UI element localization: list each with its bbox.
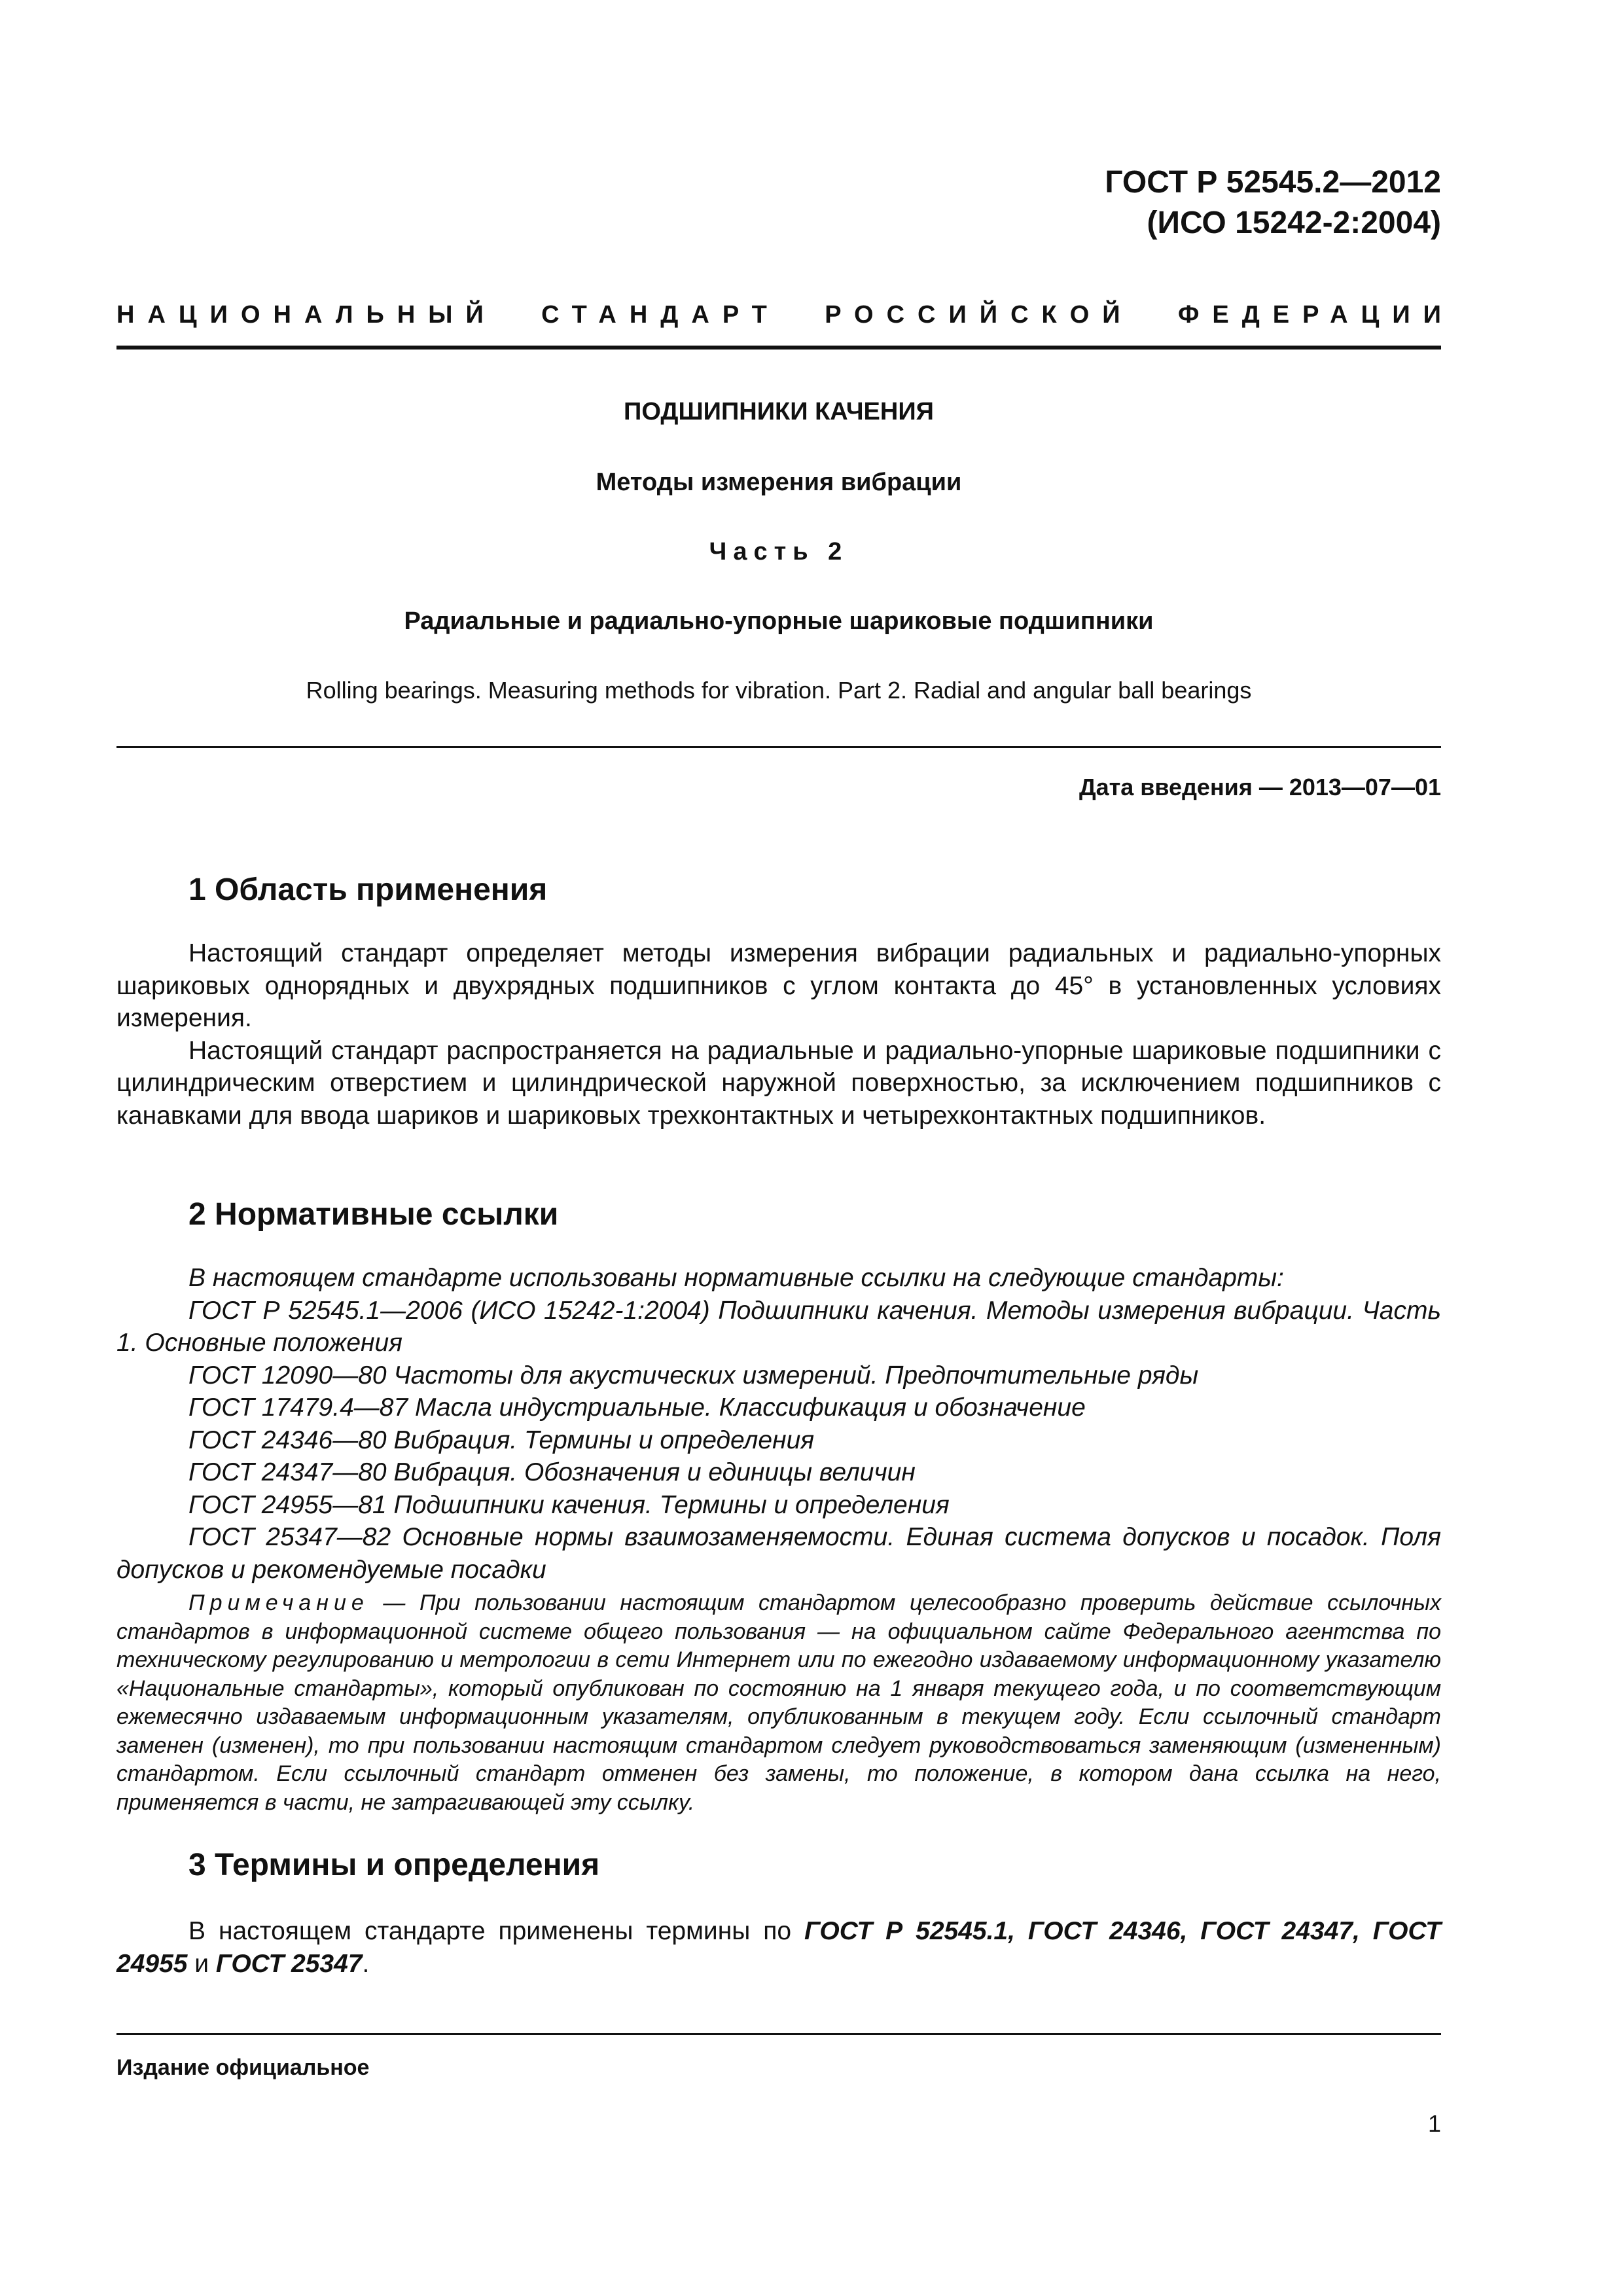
paragraph: Настоящий стандарт определяет методы измерения вибрации радиальных и радиально-упорных шариковых однорядных и двухрядных подшипников с углом контакта до 45° в установленных условиях измерения.: [116, 939, 1441, 1032]
terms-ref: ГОСТ 25347: [215, 1949, 363, 1978]
section-1-heading: 1 Область применения: [188, 872, 548, 907]
section-2-body: [116, 1262, 1441, 1586]
document-subtitle: Методы измерения вибрации: [596, 469, 962, 496]
paragraph: Настоящий стандарт распространяется на радиальные и радиально-упорные шариковые подшипники с цилиндрическим отверстием и цилиндрической наружной поверхностью, за исключением подшипников с канавками для ввода шариков и шариковых трехконтактных и четырехконтактных подшипников.: [116, 1036, 1441, 1130]
standard-code: [1105, 162, 1441, 243]
edition-label: Издание официальное: [116, 2055, 370, 2080]
part-label: Часть 2: [709, 538, 849, 565]
section-1-body: [116, 937, 1441, 1132]
title-divider: [116, 746, 1441, 748]
terms-end: .: [362, 1949, 370, 1978]
section-3-heading: 3 Термины и определения: [188, 1848, 600, 1882]
note-label: Примечание: [188, 1590, 369, 1615]
references-intro: В настоящем стандарте использованы нормативные ссылки на следующие стандарты:: [188, 1264, 1284, 1292]
document-title: ПОДШИПНИКИ КАЧЕНИЯ: [624, 398, 934, 425]
terms-ref: ГОСТ Р 52545.1, ГОСТ 24346, ГОСТ 24347, ГОСТ 24955: [116, 1917, 1441, 1978]
document-page: [116, 0, 1454, 2296]
header-divider: [116, 346, 1441, 350]
terms-and: и: [187, 1949, 216, 1978]
banner-word: РОССИЙСКОЙ: [825, 301, 1133, 329]
banner-word: НАЦИОНАЛЬНЫЙ: [116, 301, 497, 329]
terms-text: В настоящем стандарте применены термины по: [188, 1917, 804, 1945]
reference-item: ГОСТ 12090—80 Частоты для акустических измерений. Предпочтительные ряды: [188, 1361, 1199, 1390]
note-block: [116, 1589, 1441, 1817]
banner-word: ФЕДЕРАЦИИ: [1177, 301, 1454, 329]
section-3-body: [116, 1915, 1441, 1980]
standard-code-line1: ГОСТ Р 52545.2—2012: [1105, 165, 1441, 200]
reference-item: ГОСТ 24347—80 Вибрация. Обозначения и единицы величин: [188, 1458, 916, 1486]
page-number: 1: [1427, 2110, 1441, 2137]
reference-item: ГОСТ 24955—81 Подшипники качения. Термины и определения: [188, 1490, 950, 1519]
reference-item: ГОСТ 25347—82 Основные нормы взаимозаменяемости. Единая система допусков и посадок. Поля допусков и рекомендуемые посадки: [116, 1523, 1441, 1584]
introduction-date: Дата введения — 2013—07—01: [1079, 774, 1441, 800]
footer-divider: [116, 2033, 1441, 2035]
note-paragraph: [116, 1589, 1441, 1817]
paragraph: [116, 1915, 1441, 1980]
reference-item: ГОСТ 17479.4—87 Масла индустриальные. Классификация и обозначение: [188, 1393, 1086, 1422]
part-title: Радиальные и радиально-упорные шариковые подшипники: [404, 607, 1154, 635]
english-title: Rolling bearings. Measuring methods for vibration. Part 2. Radial and angular ball bearings: [306, 677, 1252, 704]
note-text: — При пользовании настоящим стандартом целесообразно проверить действие ссылочных стандартов в информационной системе общего пользования — на официальном сайте Федерального агентства по техническому регулированию и метрологии в сети Интернет или по ежегодно издаваемому информационному указателю «Национальные стандарты», который опубликован по состоянию на 1 января текущего года, и по соответствующим ежемесячно издаваемым информационным указателям, опубликованным в текущем году. Если ссылочный стандарт заменен (изменен), то при пользовании настоящим стандартом следует руководствоваться заменяющим (измененным) стандартом. Если ссылочный стандарт отменен без замены, то положение, в котором дана ссылка на него, применяется в части, не затрагивающей эту ссылку.: [116, 1590, 1441, 1815]
reference-item: ГОСТ 24346—80 Вибрация. Термины и определения: [188, 1426, 815, 1454]
banner-word: СТАНДАРТ: [541, 301, 780, 329]
reference-item: ГОСТ Р 52545.1—2006 (ИСО 15242-1:2004) Подшипники качения. Методы измерения вибрации. Часть 1. Основные положения: [116, 1296, 1441, 1357]
section-2-heading: 2 Нормативные ссылки: [188, 1197, 559, 1232]
standard-code-line2: (ИСО 15242-2:2004): [1147, 206, 1441, 240]
national-standard-banner: [116, 301, 1454, 329]
